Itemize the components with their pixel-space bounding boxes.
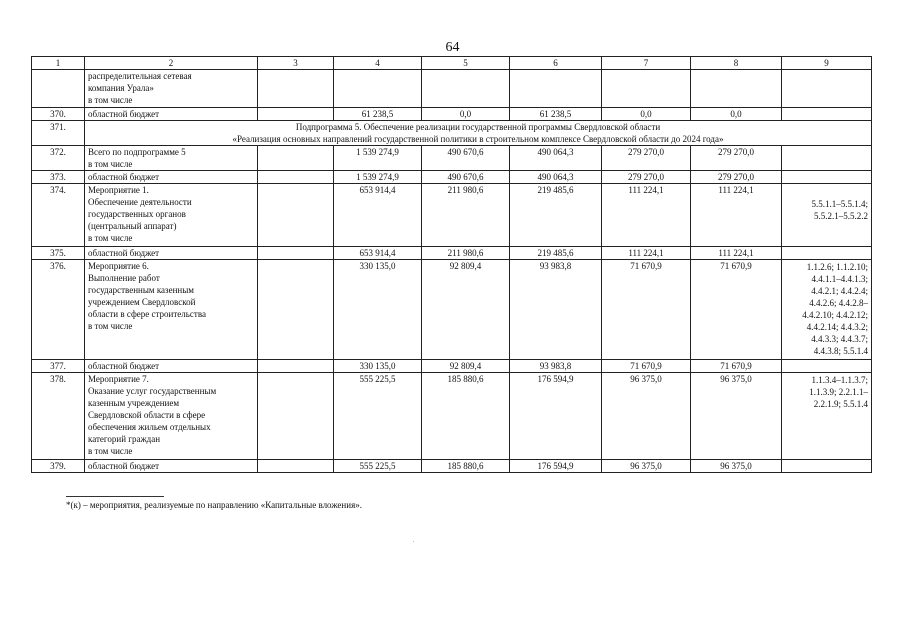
- row-name: областной бюджет: [85, 247, 258, 260]
- value-cell: 1 539 274,9: [334, 146, 422, 171]
- value-cell: 93 983,8: [510, 260, 602, 360]
- table-row: [32, 373, 872, 460]
- value-cell: 176 594,9: [510, 460, 602, 473]
- measures-list: 1.1.2.6; 1.1.2.10; 4.4.1.1–4.4.1.3; 4.4.2.1; 4.4.2.4; 4.4.2.6; 4.4.2.8– 4.4.2.10; 4.4.2.12; 4.4.2.14; 4.4.3.2; 4.4.3.3; 4.4.3.7; 4.4.3.8; 5.5.1.4: [782, 260, 872, 360]
- row-number: 371.: [32, 121, 85, 146]
- header-col-6: 6: [510, 57, 602, 70]
- header-col-8: 8: [691, 57, 782, 70]
- value-cell: 1 539 274,9: [334, 171, 422, 184]
- footnote-divider: [66, 496, 164, 497]
- value-cell: 92 809,4: [422, 260, 510, 360]
- empty-cell: [422, 70, 510, 108]
- footnote: *(к) – мероприятия, реализуемые по направлению «Капитальные вложения».: [66, 500, 362, 510]
- table-row: [32, 460, 872, 473]
- empty-cell: [258, 360, 334, 373]
- value-cell: 653 914,4: [334, 184, 422, 247]
- table-row: [32, 184, 872, 247]
- value-cell: 211 980,6: [422, 184, 510, 247]
- table-row: [32, 70, 872, 108]
- value-cell: 71 670,9: [691, 260, 782, 360]
- row-number: 378.: [32, 373, 85, 460]
- empty-cell: [258, 171, 334, 184]
- measures-list: 1.1.3.4–1.1.3.7; 1.1.3.9; 2.2.1.1– 2.2.1.9; 5.5.1.4: [782, 373, 872, 460]
- value-cell: 0,0: [691, 108, 782, 121]
- row-number: 375.: [32, 247, 85, 260]
- row-number: 372.: [32, 146, 85, 171]
- value-cell: 0,0: [422, 108, 510, 121]
- row-number: [32, 70, 85, 108]
- header-row: [32, 57, 872, 70]
- value-cell: 555 225,5: [334, 460, 422, 473]
- table-row: [32, 108, 872, 121]
- empty-cell: [782, 70, 872, 108]
- subprogram-line-2: «Реализация основных направлений государственной политики в строительном комплексе Свердловской области до 2024 года»: [232, 134, 724, 144]
- table-row: [32, 121, 872, 146]
- table-row: [32, 247, 872, 260]
- empty-cell: [334, 70, 422, 108]
- value-cell: 71 670,9: [602, 260, 691, 360]
- measures-list: 5.5.1.1–5.5.1.4; 5.5.2.1–5.5.2.2: [782, 184, 872, 247]
- value-cell: 185 880,6: [422, 373, 510, 460]
- value-cell: 490 670,6: [422, 146, 510, 171]
- row-name: Мероприятие 1. Обеспечение деятельности государственных органов (центральный аппарат) в том числе: [85, 184, 258, 247]
- empty-cell: [782, 460, 872, 473]
- empty-cell: [691, 70, 782, 108]
- value-cell: 71 670,9: [602, 360, 691, 373]
- value-cell: 92 809,4: [422, 360, 510, 373]
- value-cell: 0,0: [602, 108, 691, 121]
- row-name: Мероприятие 7. Оказание услуг государственным казенным учреждением Свердловской области в сфере обеспечения жильем отдельных категорий граждан в том числе: [85, 373, 258, 460]
- empty-cell: [258, 184, 334, 247]
- row-name: распределительная сетевая компания Урала» в том числе: [85, 70, 258, 108]
- value-cell: 279 270,0: [602, 146, 691, 171]
- row-number: 373.: [32, 171, 85, 184]
- empty-cell: [258, 460, 334, 473]
- header-col-2: 2: [85, 57, 258, 70]
- value-cell: 330 135,0: [334, 260, 422, 360]
- row-name: областной бюджет: [85, 171, 258, 184]
- empty-cell: [782, 247, 872, 260]
- empty-cell: [602, 70, 691, 108]
- value-cell: 279 270,0: [602, 171, 691, 184]
- empty-cell: [258, 247, 334, 260]
- value-cell: 219 485,6: [510, 184, 602, 247]
- table-row: [32, 360, 872, 373]
- row-name: областной бюджет: [85, 108, 258, 121]
- row-number: 377.: [32, 360, 85, 373]
- header-col-4: 4: [334, 57, 422, 70]
- row-name: Всего по подпрограмме 5 в том числе: [85, 146, 258, 171]
- header-col-1: 1: [32, 57, 85, 70]
- value-cell: 279 270,0: [691, 146, 782, 171]
- row-number: 374.: [32, 184, 85, 247]
- row-number: 370.: [32, 108, 85, 121]
- empty-cell: [258, 70, 334, 108]
- empty-cell: [258, 260, 334, 360]
- value-cell: 111 224,1: [602, 184, 691, 247]
- empty-cell: [782, 108, 872, 121]
- value-cell: 96 375,0: [691, 460, 782, 473]
- value-cell: 211 980,6: [422, 247, 510, 260]
- row-number: 376.: [32, 260, 85, 360]
- empty-cell: [258, 373, 334, 460]
- table-row: [32, 171, 872, 184]
- value-cell: 219 485,6: [510, 247, 602, 260]
- row-name: Мероприятие 6. Выполнение работ государственным казенным учреждением Свердловской области в сфере строительства в том числе: [85, 260, 258, 360]
- value-cell: 176 594,9: [510, 373, 602, 460]
- header-col-7: 7: [602, 57, 691, 70]
- empty-cell: [258, 146, 334, 171]
- value-cell: 653 914,4: [334, 247, 422, 260]
- value-cell: 96 375,0: [602, 460, 691, 473]
- empty-cell: [782, 146, 872, 171]
- scan-speck: [413, 541, 414, 542]
- value-cell: 111 224,1: [691, 184, 782, 247]
- table-row: [32, 146, 872, 171]
- row-number: 379.: [32, 460, 85, 473]
- empty-cell: [782, 360, 872, 373]
- value-cell: 185 880,6: [422, 460, 510, 473]
- subprogram-line-1: Подпрограмма 5. Обеспечение реализации государственной программы Свердловской области: [295, 122, 661, 132]
- budget-table: [31, 56, 872, 473]
- value-cell: 96 375,0: [602, 373, 691, 460]
- value-cell: 93 983,8: [510, 360, 602, 373]
- value-cell: 61 238,5: [510, 108, 602, 121]
- table-row: [32, 260, 872, 360]
- value-cell: 96 375,0: [691, 373, 782, 460]
- row-name: областной бюджет: [85, 360, 258, 373]
- value-cell: 555 225,5: [334, 373, 422, 460]
- value-cell: 330 135,0: [334, 360, 422, 373]
- value-cell: 71 670,9: [691, 360, 782, 373]
- header-col-9: 9: [782, 57, 872, 70]
- value-cell: 490 670,6: [422, 171, 510, 184]
- value-cell: 61 238,5: [334, 108, 422, 121]
- empty-cell: [510, 70, 602, 108]
- value-cell: 490 064,3: [510, 171, 602, 184]
- value-cell: 490 064,3: [510, 146, 602, 171]
- header-col-3: 3: [258, 57, 334, 70]
- empty-cell: [782, 171, 872, 184]
- row-name: областной бюджет: [85, 460, 258, 473]
- page-number: 64: [445, 40, 460, 55]
- value-cell: 279 270,0: [691, 171, 782, 184]
- value-cell: 111 224,1: [691, 247, 782, 260]
- value-cell: 111 224,1: [602, 247, 691, 260]
- header-col-5: 5: [422, 57, 510, 70]
- subprogram-title: [85, 121, 872, 146]
- empty-cell: [258, 108, 334, 121]
